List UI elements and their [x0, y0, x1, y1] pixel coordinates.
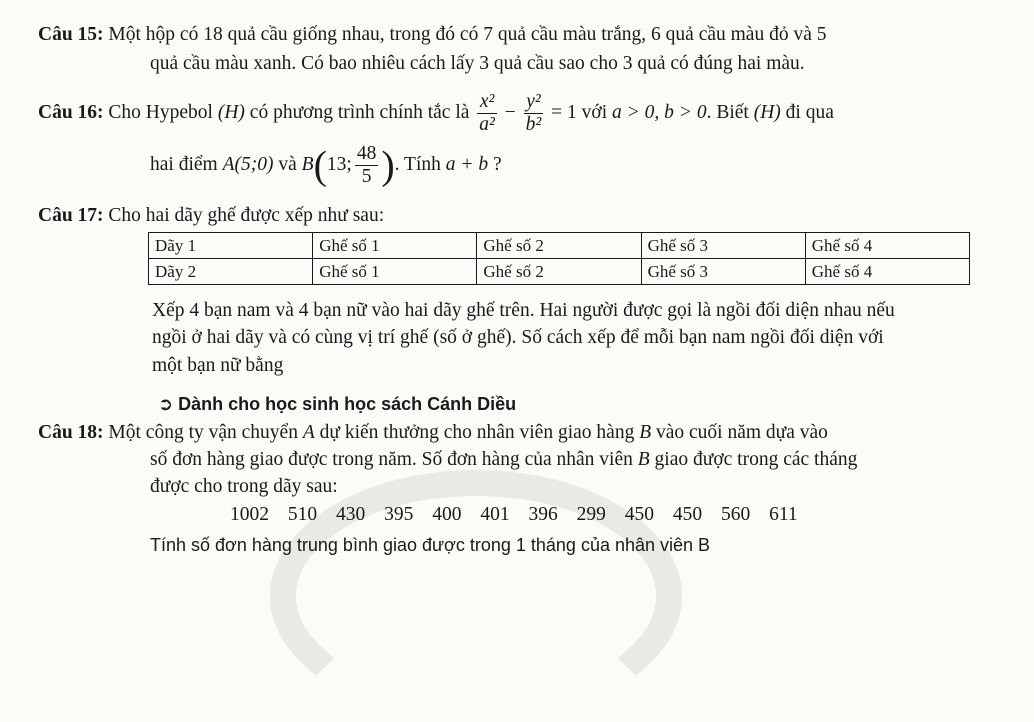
point-b-label: B [301, 154, 314, 175]
q16-and: và [273, 154, 302, 175]
q16-known: . Biết [706, 102, 754, 123]
q16-compute: . Tính [394, 154, 446, 175]
q18-cut-line: Tính số đơn hàng trung bình giao được trong 1 tháng của nhân viên B [150, 535, 711, 555]
q17-intro: Cho hai dãy ghế được xếp như sau: [103, 205, 385, 226]
q18-line-2 [150, 447, 857, 473]
table-cell: Ghế số 2 [477, 233, 641, 259]
point-b-fraction [355, 143, 379, 188]
q16-equals-one: = 1 [546, 102, 582, 123]
q16-after-name: có phương trình chính tắc là [244, 102, 475, 123]
q17-line-2: ngồi ở hai dãy và có cùng vị trí ghế (số ở ghế). Số cách xếp để mỗi bạn nam ngồi đối diện với [152, 327, 884, 348]
table-cell: Dãy 2 [149, 259, 313, 285]
point-a: A(5;0) [222, 154, 274, 175]
q18-employee-2: B [637, 449, 650, 470]
table-row [149, 233, 970, 259]
q16-question-mark: ? [488, 154, 502, 175]
q18-line-3: được cho trong dãy sau: [150, 476, 338, 497]
point-b-x: 13; [326, 154, 352, 175]
q18-text-2b: giao được trong các tháng [649, 449, 858, 470]
table-cell: Ghế số 4 [805, 259, 969, 285]
q16-target: a + b [445, 154, 489, 175]
q16-with: với [581, 102, 612, 123]
q18-label: Câu 18: [38, 422, 104, 443]
q18-text-1c: vào cuối năm dựa vào [651, 422, 828, 443]
table-cell: Ghế số 1 [313, 259, 477, 285]
q17-line-1: Xếp 4 bạn nam và 4 bạn nữ vào hai dãy ghế trên. Hai người được gọi là ngồi đối diện nhau nếu [152, 300, 895, 321]
q16-hyperbola-name: (H) [217, 102, 245, 123]
sequence-value: 396 [528, 504, 558, 525]
q17-line-3: một bạn nữ bằng [152, 355, 284, 376]
q16-line-1 [38, 90, 834, 136]
sequence-value: 401 [480, 504, 510, 525]
sequence-value: 510 [287, 504, 318, 525]
arrow-bullet-icon: ➲ [158, 394, 174, 414]
table-cell: Ghế số 1 [313, 233, 477, 259]
sequence-value: 560 [721, 504, 751, 525]
frac-x-numerator: x² [477, 91, 497, 114]
q17-line-intro [38, 203, 384, 229]
sequence-value: 1002 [230, 504, 269, 525]
table-cell: Ghế số 2 [477, 259, 641, 285]
frac-y-denominator: b² [525, 114, 542, 136]
q18-text-2a: số đơn hàng giao được trong năm. Số đơn hàng của nhân viên [150, 449, 638, 470]
q16-label: Câu 16: [38, 102, 104, 123]
sequence-value: 450 [672, 504, 703, 525]
q18-company: A [302, 422, 315, 443]
frac-y-numerator: y² [524, 91, 544, 114]
q15-text-1: Một hộp có 18 quả cầu giống nhau, trong đó có 7 quả cầu màu trắng, 6 quả cầu màu đỏ và 5 [103, 24, 827, 45]
table-row [149, 259, 970, 285]
table-cell: Dãy 1 [149, 233, 313, 259]
table-cell: Ghế số 3 [641, 259, 805, 285]
q16-intro: Cho Hypebol [103, 102, 218, 123]
table-cell: Ghế số 4 [805, 233, 969, 259]
q18-line-1 [38, 420, 828, 446]
q16-condition: a > 0, b > 0 [612, 102, 707, 123]
q15-line-2: quả cầu màu xanh. Có bao nhiêu cách lấy 3 quả cầu sao cho 3 quả có đúng hai màu. [150, 53, 805, 74]
q18-text-1b: dự kiến thưởng cho nhân viên giao hàng [314, 422, 640, 443]
sequence-value: 430 [336, 504, 366, 525]
frac-x-denominator: a² [479, 114, 495, 136]
q15-line-1 [38, 22, 827, 48]
q16-fraction-x [477, 91, 497, 136]
q16-minus: − [499, 102, 521, 123]
sequence-value: 611 [769, 504, 798, 525]
q18-text-1a: Một công ty vận chuyển [103, 422, 303, 443]
seat-table [148, 232, 970, 285]
q16-fraction-y [524, 91, 544, 136]
q16-two-points: hai điểm [150, 154, 223, 175]
section-heading [158, 392, 516, 416]
q16-hyperbola-name-2: (H) [753, 102, 781, 123]
section-heading-text: Dành cho học sinh học sách Cánh Diều [173, 394, 517, 414]
table-cell: Ghế số 3 [641, 233, 805, 259]
q15-label: Câu 15: [38, 24, 104, 45]
order-sequence [230, 502, 812, 528]
point-b-denominator: 5 [361, 166, 372, 188]
sequence-value: 395 [384, 504, 414, 525]
point-b-numerator: 48 [356, 143, 377, 165]
sequence-value: 400 [432, 504, 462, 525]
sequence-value: 299 [576, 504, 606, 525]
q17-label: Câu 17: [38, 205, 104, 226]
q18-employee: B [639, 422, 652, 443]
q16-passes: đi qua [780, 102, 834, 123]
sequence-value: 450 [624, 504, 654, 525]
q16-line-2: hai điểm A(5;0) và B(13; $\frac{48}{5}$ ). Tính a + b ? [150, 142, 502, 188]
